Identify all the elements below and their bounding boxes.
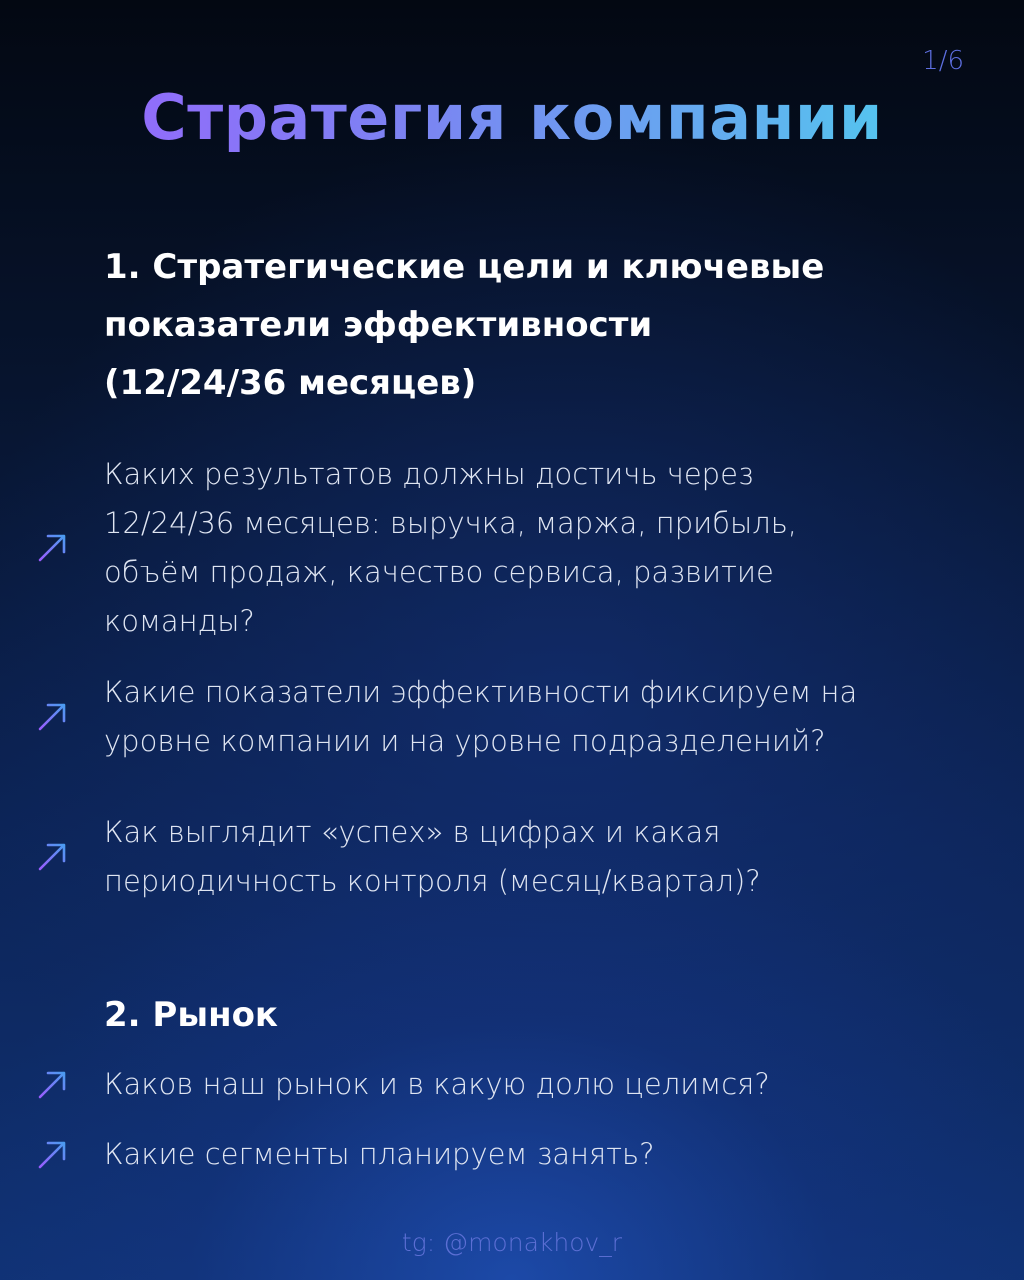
arrow-up-right-icon — [36, 841, 68, 873]
bullet-text — [104, 668, 857, 766]
section-market — [104, 986, 964, 1044]
bullet-text — [104, 808, 761, 906]
bullet-text-line: объём продаж, качество сервиса, развитие — [104, 555, 774, 589]
section-strategic-goals — [104, 238, 964, 412]
arrow-up-right-icon — [36, 1139, 68, 1171]
bullet-item — [36, 808, 896, 906]
bullet-text-line: Какие сегменты планируем занять? — [104, 1137, 655, 1171]
section-heading — [104, 238, 964, 412]
section-heading-line: показатели эффективности — [104, 305, 653, 345]
bullet-text — [104, 450, 797, 646]
bullet-text-line: Каков наш рынок и в какую долю целимся? — [104, 1067, 770, 1101]
bullet-text — [104, 1130, 655, 1179]
page-counter: 1/6 — [922, 46, 964, 76]
arrow-up-right-icon — [36, 532, 68, 564]
bullet-text-line: Каких результатов должны достичь через — [104, 457, 754, 491]
section-heading-line: 2. Рынок — [104, 995, 279, 1035]
section-heading — [104, 986, 964, 1044]
bullet-text — [104, 1060, 770, 1109]
bullet-text-line: Как выглядит «успех» в цифрах и какая — [104, 815, 721, 849]
page-title: Стратегия компании — [0, 80, 1024, 156]
arrow-up-right-icon — [36, 701, 68, 733]
bullet-item — [36, 450, 896, 646]
section-heading-line: (12/24/36 месяцев) — [104, 363, 477, 403]
bullet-text-line: 12/24/36 месяцев: выручка, маржа, прибыль, — [104, 506, 798, 540]
section-heading-line: 1. Стратегические цели и ключевые — [104, 247, 825, 287]
bullet-text-line: периодичность контроля (месяц/квартал)? — [104, 864, 761, 898]
bullet-text-line: команды? — [104, 604, 255, 638]
bullet-item — [36, 668, 896, 766]
bullet-item — [36, 1130, 896, 1179]
bullet-item — [36, 1060, 896, 1109]
arrow-up-right-icon — [36, 1069, 68, 1101]
footer-telegram-handle[interactable]: tg: @monakhov_r — [401, 1228, 623, 1257]
bullet-text-line: уровне компании и на уровне подразделений? — [104, 724, 826, 758]
bullet-text-line: Какие показатели эффективности фиксируем на — [104, 675, 858, 709]
